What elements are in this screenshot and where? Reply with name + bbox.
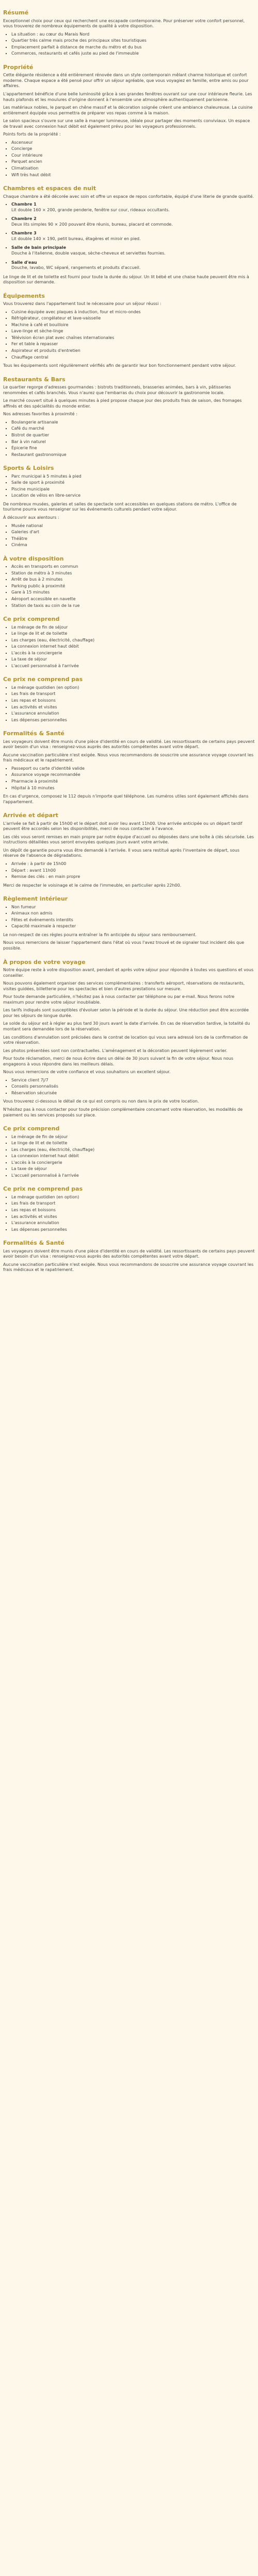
room-title: ▪ Salle de bain principale	[11, 245, 67, 250]
rooms-intro: Chaque chambre a été décorée avec soin et offre un espace de repos confortable, équipé d'une literie de grande qualité.	[3, 194, 254, 199]
room-text: Lit double 160 × 200, grande penderie, fenêtre sur cour, rideaux occultants.	[11, 207, 170, 212]
room-text: Lit double 140 × 190, petit bureau, étagères et miroir en pied.	[11, 236, 141, 241]
list-item: ▪ Fer et table à repasser	[11, 342, 255, 347]
room-item	[11, 202, 255, 213]
section-heading-comfort-2: Ce prix comprend	[3, 1125, 60, 1132]
room-item	[11, 216, 255, 227]
list-item: ▪ Assurance voyage recommandée	[11, 772, 255, 778]
list-item: ▪ Le ménage quotidien (en option)	[11, 1195, 255, 1200]
list-item: ▪ Lave-linge et sèche-linge	[11, 329, 255, 334]
about-list	[3, 1078, 255, 1096]
list-item: ▪ Aspirateur et produits d'entretien	[11, 348, 255, 354]
list-item: ▪ Les activités et visites	[11, 1214, 255, 1220]
paragraph: Les voyageurs doivent être munis d'une pièce d'identité en cours de validité. Les ressortissants de certains pays peuvent avoir besoin d'un visa : renseignez-vous auprès des autorités compétentes avant votre départ.	[3, 1248, 255, 1259]
list-item: ▪ Wifi très haut débit	[11, 173, 255, 178]
paragraph: Nous vous remercions de votre confiance et vous souhaitons un excellent séjour.	[3, 1070, 171, 1075]
paragraph: N'hésitez pas à nous contacter pour toute précision complémentaire concernant votre réservation, les modalités de paiement ou les services proposés sur place.	[3, 1107, 243, 1117]
list-item: ▪ L'assurance annulation	[11, 1221, 255, 1226]
list-item: ▪ Climatisation	[11, 166, 255, 172]
list-item: ▪ L'accès à la conciergerie	[11, 1160, 255, 1166]
list-item: ▪ Café du marché	[11, 426, 255, 432]
list-item: ▪ Conseils personnalisés	[11, 1084, 255, 1090]
room-text: Douche, lavabo, WC séparé, rangements et produits d'accueil.	[11, 265, 141, 270]
list-item: ▪ Service client 7j/7	[11, 1078, 255, 1083]
paragraph: Le solde du séjour est à régler au plus tard 30 jours avant la date d'arrivée. En cas de réservation tardive, la totalité du montant sera demandée lors de la réservation.	[3, 1021, 250, 1031]
list-item: ▪ Le ménage de fin de séjour	[11, 1134, 255, 1140]
list-item: ▪ Télévision écran plat avec chaînes internationales	[11, 335, 255, 341]
paragraph: L'arrivée se fait à partir de 15h00 et le départ doit avoir lieu avant 11h00. Une arrivée anticipée ou un départ tardif peuvent être accordés selon les disponibilités, merci de nous contacter à l'avance.	[3, 821, 243, 832]
section-heading-formality: Formalités & Santé	[3, 730, 64, 737]
room-item	[11, 245, 255, 256]
list-item: ▪ La connexion internet haut débit	[11, 1154, 255, 1159]
list-item: ▪ Aéroport accessible en navette	[11, 597, 255, 602]
rules-list	[3, 905, 255, 929]
list-item: ▪ Non fumeur	[11, 905, 255, 910]
list-item: ▪ Gare à 15 minutes	[11, 590, 255, 596]
list-item: ▪ Piscine municipale	[11, 487, 255, 493]
list-item: ▪ Épicerie fine	[11, 446, 255, 451]
rules-paragraphs	[3, 933, 255, 952]
list-item: ▪ Galeries d'art	[11, 530, 255, 535]
list-item: ▪ Animaux non admis	[11, 911, 255, 917]
checkin-paragraphs	[3, 821, 255, 859]
services-list	[3, 420, 255, 457]
section-heading-property: Propriété	[3, 63, 34, 71]
section-heading-location: Résumé	[3, 9, 29, 16]
list-item: ▪ Bar à vin naturel	[11, 439, 255, 445]
list-item: ▪ Emplacement parfait à distance de marche du métro et du bus	[11, 45, 255, 50]
services-intro: Nos adresses favorites à proximité :	[3, 412, 77, 417]
paragraph: Nous pouvons également organiser des services complémentaires : transferts aéroport, réservations de restaurants, visites guidées, billetterie pour les spectacles et bien d'autres prestations sur mesure.	[3, 981, 245, 991]
not-included-list-2	[3, 1195, 255, 1232]
room-title: ▪ Chambre 2	[11, 216, 37, 222]
about-paragraphs	[3, 968, 255, 1075]
services-paragraphs	[3, 385, 255, 409]
list-item: ▪ Quartier très calme mais proche des principaux sites touristiques	[11, 38, 255, 44]
equipment-after: Tous les équipements sont régulièrement vérifiés afin de garantir leur bon fonctionnement pendant votre séjour.	[3, 363, 236, 368]
list-item: ▪ Le linge de lit et de toilette	[11, 1141, 255, 1146]
room-title: ▪ Chambre 3	[11, 231, 37, 236]
list-item: ▪ Le ménage quotidien (en option)	[11, 685, 255, 691]
section-heading-not-included-2: Ce prix ne comprend pas	[3, 1185, 83, 1193]
rooms-list	[3, 202, 255, 270]
list-item: ▪ La taxe de séjour	[11, 657, 255, 663]
list-item: ▪ Départ : avant 11h00	[11, 868, 255, 874]
section-heading-access: À votre disposition	[3, 555, 64, 562]
section-heading-about: À propos de votre voyage	[3, 958, 86, 965]
property-paragraphs	[3, 73, 255, 129]
activities-intro: À découvrir aux alentours :	[3, 515, 59, 520]
paragraph: Nous vous remercions de laisser l'appartement dans l'état où vous l'avez trouvé et de signaler tout incident dès que possible.	[3, 940, 245, 951]
not-included-list	[3, 685, 255, 723]
room-title: ▪ Chambre 1	[11, 202, 37, 207]
paragraph: Les photos présentées sont non contractuelles. L'aménagement et la décoration peuvent légèrement varier.	[3, 1048, 228, 1053]
list-item: ▪ Restaurant gastronomique	[11, 452, 255, 458]
paragraph: Aucune vaccination particulière n'est exigée. Nous vous recommandons de souscrire une assurance voyage couvrant les frais médicaux et le rapatriement.	[3, 752, 254, 763]
sports-list	[3, 474, 255, 499]
comfort-list	[3, 625, 255, 669]
paragraph: Notre équipe reste à votre disposition avant, pendant et après votre séjour pour répondre à toutes vos questions et vous conseiller.	[3, 968, 254, 978]
list-item: ▪ Passeport ou carte d'identité valide	[11, 766, 255, 772]
paragraph: Pour toute demande particulière, n'hésitez pas à nous contacter par téléphone ou par e-mail. Nous ferons notre maximum pour rendre votre séjour inoubliable.	[3, 994, 235, 1005]
list-item: ▪ Les repas et boissons	[11, 698, 255, 704]
paragraph: Aucune vaccination particulière n'est exigée. Nous vous recommandons de souscrire une assurance voyage couvrant les frais médicaux et le rapatriement.	[3, 1262, 254, 1273]
room-text: Douche à l'italienne, double vasque, sèche-cheveux et serviettes fournies.	[11, 250, 166, 256]
paragraph: Les clés vous seront remises en main propre par notre équipe d'accueil ou déposées dans une boîte à clés sécurisée. Les instructions détaillées vous seront envoyées quelques jours avant votre arrivée.	[3, 834, 254, 845]
list-item: ▪ Location de vélos en libre-service	[11, 493, 255, 499]
list-item: ▪ Les dépenses personnelles	[11, 718, 255, 723]
list-item: ▪ Bistrot de quartier	[11, 433, 255, 438]
paragraph: Le salon spacieux s'ouvre sur une salle à manger lumineuse, idéale pour partager des moments conviviaux. Un espace de travail avec connexion haut débit est également prévu pour les voyageurs professionnels.	[3, 118, 250, 129]
paragraph: Le quartier regorge d'adresses gourmandes : bistrots traditionnels, brasseries animées, bars à vin, pâtisseries renommées et cafés branchés. Vous n'aurez que l'embarras du choix pour découvrir la gastronomie locale.	[3, 385, 231, 395]
section-heading-sports: Sports & Loisirs	[3, 465, 54, 472]
room-text: Deux lits simples 90 × 200 pouvant être réunis, bureau, placard et commode.	[11, 222, 173, 227]
about-closing	[3, 1099, 255, 1118]
section-heading-services: Restaurants & Bars	[3, 376, 66, 383]
property-list	[3, 140, 255, 178]
paragraph: Pour toute réclamation, merci de nous écrire dans un délai de 30 jours suivant la fin de votre séjour. Nous nous engageons à vous répondre dans les meilleurs délais.	[3, 1056, 234, 1066]
rooms-after: Le linge de lit et de toilette est fourni pour toute la durée du séjour. Un lit bébé et une chaise haute peuvent être mis à disposition sur demande.	[3, 274, 249, 285]
paragraph: Les tarifs indiqués sont susceptibles d'évoluer selon la période et la durée du séjour. Une réduction peut être accordée pour les séjours de longue durée.	[3, 1008, 249, 1018]
room-item	[11, 260, 255, 271]
list-item: ▪ La taxe de séjour	[11, 1166, 255, 1172]
paragraph: Vous trouverez ci-dessous le détail de ce qui est compris ou non dans le prix de votre location.	[3, 1099, 199, 1104]
list-item: ▪ Chauffage central	[11, 355, 255, 361]
formality-list	[3, 766, 255, 791]
list-item: ▪ L'accès à la conciergerie	[11, 651, 255, 656]
section-heading-not-included: Ce prix ne comprend pas	[3, 676, 83, 683]
section-heading-checkin: Arrivée et départ	[3, 812, 58, 819]
location-list	[3, 32, 255, 57]
list-item: ▪ Cuisine équipée avec plaques à induction, four et micro-ondes	[11, 310, 255, 315]
formality-after: En cas d'urgence, composez le 112 depuis n'importe quel téléphone. Les numéros utiles sont également affichés dans l'appartement.	[3, 794, 249, 804]
list-item: ▪ Boulangerie artisanale	[11, 420, 255, 426]
activities-list	[3, 523, 255, 548]
formality-paragraphs	[3, 739, 255, 764]
room-item	[11, 231, 255, 242]
checkin-list	[3, 861, 255, 880]
list-item: ▪ Commerces, restaurants et cafés juste au pied de l'immeuble	[11, 51, 255, 57]
section-heading-rules: Règlement intérieur	[3, 895, 68, 903]
list-item: ▪ Les charges (eau, électricité, chauffage)	[11, 638, 255, 643]
list-item: ▪ La situation : au cœur du Marais Nord	[11, 32, 255, 38]
list-item: ▪ Capacité maximale à respecter	[11, 924, 255, 929]
list-item: ▪ Salle de sport à proximité	[11, 480, 255, 486]
paragraph: L'appartement bénéficie d'une belle luminosité grâce à ses grandes fenêtres ouvrant sur une cour intérieure fleurie. Les hauts plafonds et les moulures d'origine donnent à l'ensemble une atmosphère authentiquement parisienne.	[3, 91, 252, 102]
room-title: ▪ Salle d'eau	[11, 260, 37, 265]
list-item: ▪ L'assurance annulation	[11, 711, 255, 717]
list-item: ▪ Arrivée : à partir de 15h00	[11, 861, 255, 867]
list-item: ▪ Parquet ancien	[11, 159, 255, 165]
list-item: ▪ Accès en transports en commun	[11, 564, 255, 570]
paragraph: Cette élégante résidence a été entièrement rénovée dans un style contemporain mêlant charme historique et confort moderne. Chaque espace a été pensé pour offrir un séjour agréable, que vous voyagiez en famille, entre amis ou pour affaires.	[3, 73, 249, 89]
list-item: ▪ Cinéma	[11, 543, 255, 548]
list-item: ▪ Le ménage de fin de séjour	[11, 625, 255, 631]
paragraph: Les matériaux nobles, le parquet en chêne massif et la décoration soignée créent une ambiance chaleureuse. La cuisine entièrement équipée vous permettra de préparer vos repas comme à la maison.	[3, 105, 253, 115]
list-item: ▪ Concierge	[11, 146, 255, 152]
paragraph: Le marché couvert situé à quelques minutes à pied propose chaque jour des produits frais de saison, des fromages affinés et des spécialités du monde entier.	[3, 398, 242, 409]
list-item: ▪ L'accueil personnalisé à l'arrivée	[11, 1173, 255, 1179]
list-item: ▪ Réservation sécurisée	[11, 1091, 255, 1096]
section-heading-formality-2: Formalités & Santé	[3, 1240, 64, 1247]
list-item: ▪ Réfrigérateur, congélateur et lave-vaisselle	[11, 316, 255, 321]
paragraph: Le non-respect de ces règles pourra entraîner la fin anticipée du séjour sans remboursement.	[3, 932, 197, 937]
list-item: ▪ Hôpital à 10 minutes	[11, 786, 255, 791]
list-item: ▪ Les dépenses personnelles	[11, 1227, 255, 1233]
list-item: ▪ L'accueil personnalisé à l'arrivée	[11, 664, 255, 669]
section-heading-equipment: Équipements	[3, 292, 45, 299]
list-item: ▪ Parc municipal à 5 minutes à pied	[11, 474, 255, 480]
checkin-after: Merci de respecter le voisinage et le calme de l'immeuble, en particulier après 22h00.	[3, 883, 182, 888]
formality-paragraphs-2	[3, 1249, 255, 1273]
equipment-intro: Vous trouverez dans l'appartement tout le nécessaire pour un séjour réussi :	[3, 301, 162, 307]
intro-paragraph: Exceptionnel choix pour ceux qui recherchent une escapade contemporaine. Pour préserver votre confort personnel, vous trouverez de nombreux équipements de qualité à votre disposition.	[3, 18, 245, 29]
list-item: ▪ Ascenseur	[11, 140, 255, 146]
list-item: ▪ Les repas et boissons	[11, 1208, 255, 1213]
list-item: ▪ Théâtre	[11, 536, 255, 542]
paragraph: Les voyageurs doivent être munis d'une pièce d'identité en cours de validité. Les ressortissants de certains pays peuvent avoir besoin d'un visa : renseignez-vous auprès des autorités compétentes avant votre départ.	[3, 739, 255, 750]
list-item: ▪ Les charges (eau, électricité, chauffage)	[11, 1147, 255, 1153]
section-heading-rooms: Chambres et espaces de nuit	[3, 185, 96, 192]
sports-after: De nombreux musées, galeries et salles de spectacle sont accessibles en quelques stations de métro. L'office de tourisme pourra vous renseigner sur les événements culturels pendant votre séjour.	[3, 501, 237, 512]
list-item: ▪ Pharmacie à proximité	[11, 779, 255, 785]
list-item: ▪ Parking public à proximité	[11, 584, 255, 589]
list-item: ▪ Station de taxis au coin de la rue	[11, 603, 255, 609]
equipment-list	[3, 310, 255, 360]
comfort-list-2	[3, 1134, 255, 1179]
list-item: ▪ La connexion internet haut débit	[11, 644, 255, 650]
list-item: ▪ Station de métro à 3 minutes	[11, 571, 255, 577]
list-item: ▪ Musée national	[11, 523, 255, 529]
list-item: ▪ Fêtes et événements interdits	[11, 918, 255, 923]
paragraph: Un dépôt de garantie pourra vous être demandé à l'arrivée. Il vous sera restitué après l'inventaire de départ, sous réserve de l'absence de dégradations.	[3, 848, 240, 858]
list-item: ▪ Cour intérieure	[11, 153, 255, 159]
list-item: ▪ Machine à café et bouilloire	[11, 323, 255, 328]
list-item: ▪ Remise des clés : en main propre	[11, 874, 255, 880]
list-item: ▪ Le linge de lit et de toilette	[11, 631, 255, 637]
property-list-intro: Points forts de la propriété :	[3, 132, 61, 137]
list-item: ▪ Les frais de transport	[11, 1201, 255, 1207]
paragraph: Les conditions d'annulation sont précisées dans le contrat de location qui vous sera adressé lors de la confirmation de votre réservation.	[3, 1035, 248, 1045]
section-heading-comfort: Ce prix comprend	[3, 616, 60, 623]
list-item: ▪ Les frais de transport	[11, 691, 255, 697]
access-list	[3, 564, 255, 608]
list-item: ▪ Arrêt de bus à 2 minutes	[11, 577, 255, 583]
list-item: ▪ Les activités et visites	[11, 705, 255, 710]
